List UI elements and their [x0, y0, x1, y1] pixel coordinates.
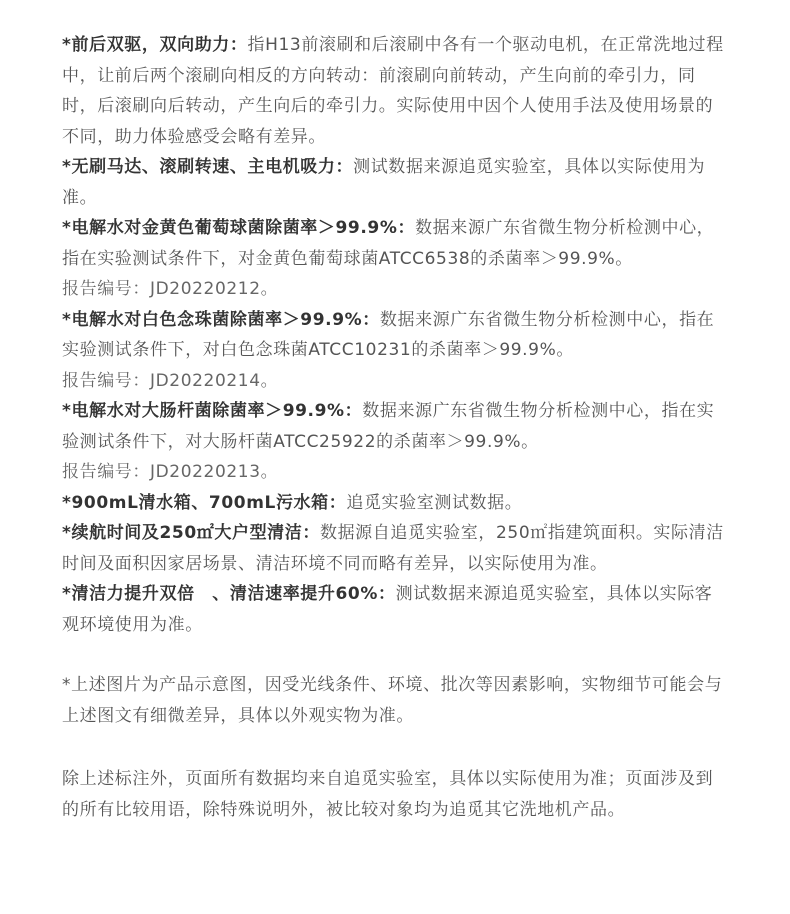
note-body: 数据来源广东省微生物分析检测中心，指在实验测试条件下，对白色念珠菌ATCC10231的杀菌率＞99.9%。 [62, 309, 715, 360]
note-title: *电解水对金黄色葡萄球菌除菌率＞99.9%： [62, 218, 416, 238]
footnotes [62, 30, 728, 640]
note-body: 数据来源广东省微生物分析检测中心，指在实验测试条件下，对金黄色葡萄球菌ATCC6538的杀菌率＞99.9%。 [62, 218, 715, 269]
data-source-statement: 除上述标注外，页面所有数据均来自追觅实验室，具体以实际使用为准；页面涉及到的所有比较用语，除特殊说明外，被比较对象均为追觅其它洗地机产品。 [62, 769, 714, 820]
note-water-tanks [62, 488, 728, 519]
note-battery-life [62, 518, 728, 579]
note-title: *电解水对白色念珠菌除菌率＞99.9%： [62, 309, 380, 330]
report-number: 报告编号：JD20220212。 [62, 279, 279, 299]
note-body: 数据来源广东省微生物分析检测中心，指在实验测试条件下，对大肠杆菌ATCC25922的杀菌率＞99.9%。 [62, 401, 715, 452]
note-staph-aureus [62, 213, 728, 274]
note-body: 追觅实验室测试数据。 [346, 492, 523, 513]
note-body: 指H13前滚刷和后滚刷中各有一个驱动电机，在正常洗地过程中，让前后两个滚刷向相反的方向转动：前滚刷向前转动，产生向前的牵引力，同时，后滚刷向后转动，产生向后的牵引力。实际使用中因个人使用手法及使用场景的不同，助力体验感受会略有差异。 [62, 35, 724, 147]
note-cleaning-power [62, 579, 728, 640]
note-body: 数据源自追觅实验室，250㎡指建筑面积。实际清洁时间及面积因家居场景、清洁环境不同而略有差异，以实际使用为准。 [62, 523, 724, 574]
image-disclaimer: *上述图片为产品示意图，因受光线条件、环境、批次等因素影响，实物细节可能会与上述图文有细微差异，具体以外观实物为准。 [62, 675, 723, 726]
note-dual-drive [62, 30, 728, 152]
note-body: 测试数据来源追觅实验室，具体以实际使用为准。 [62, 157, 706, 208]
note-title: *电解水对大肠杆菌除菌率＞99.9%： [62, 401, 363, 421]
report-number: 报告编号：JD20220214。 [62, 370, 279, 391]
note-title: *900mL清水箱、700mL污水箱： [62, 492, 347, 513]
note-title: *续航时间及250㎡大户型清洁： [62, 523, 320, 543]
note-candida-albicans [62, 305, 728, 366]
report-number: 报告编号：JD20220213。 [62, 462, 279, 482]
note-title: *清洁力提升双倍 、清洁速率提升60%： [62, 584, 396, 604]
note-title: *前后双驱，双向助力： [62, 35, 248, 55]
note-body: 测试数据来源追觅实验室，具体以实际客观环境使用为准。 [62, 584, 713, 635]
note-title: *无刷马达、滚刷转速、主电机吸力： [62, 157, 354, 177]
note-brushless-motor [62, 152, 728, 213]
note-e-coli [62, 396, 728, 457]
